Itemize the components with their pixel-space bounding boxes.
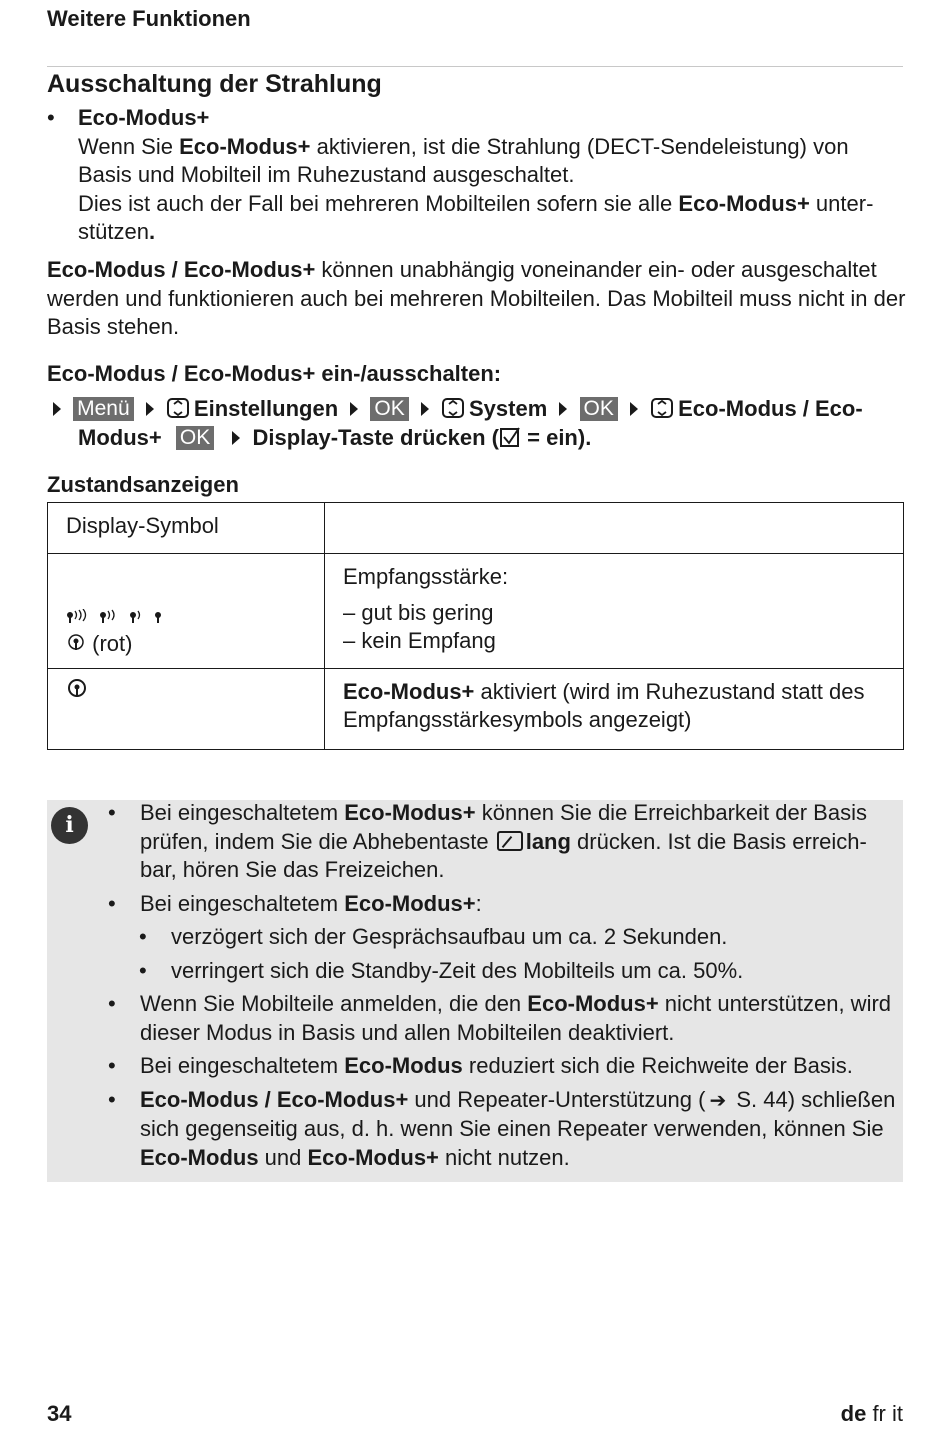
bullet-sentence-2: Dies ist auch der Fall bei mehreren Mobilteilen sofern sie alle Eco-Modus+ unter- stützen. xyxy=(78,190,874,244)
step-arrow-icon xyxy=(630,402,638,416)
table-header-row xyxy=(48,503,904,554)
menu-path xyxy=(47,395,917,453)
bullet-title: Eco-Modus+ xyxy=(78,105,210,130)
reception-none: – kein Empfang xyxy=(343,628,496,653)
status-table xyxy=(47,502,904,750)
table-row xyxy=(48,554,904,669)
display-key-result: = ein). xyxy=(521,425,592,450)
intro-paragraph: Eco-Modus / Eco-Modus+ können unabhängig voneinander ein- oder ausgeschaltet werden und funktionieren auch bei mehreren Mobilteilen. Das Mobilteil muss nicht in der Basis stehen. xyxy=(47,257,906,339)
signal-strength-icons xyxy=(66,604,306,630)
phone-key-icon xyxy=(497,831,523,851)
states-title: Zustandsanzeigen xyxy=(47,472,239,497)
no-reception-symbol xyxy=(66,630,306,659)
bullet-dot: • xyxy=(47,105,55,130)
info-icon: i xyxy=(51,807,88,844)
navigation-key-icon xyxy=(650,397,674,419)
list-item: • verringert sich die Standby-Zeit des Mobilteils um ca. 50%. xyxy=(139,957,744,983)
step-arrow-icon xyxy=(53,402,61,416)
reception-good: – gut bis gering xyxy=(343,599,494,625)
note-list xyxy=(108,799,903,1172)
bullet-sentence-1: Wenn Sie Eco-Modus+ aktivieren, ist die Strahlung (DECT-Sendeleistung) von Basis und Mobilteil im Ruhezustand ausgeschaltet. xyxy=(78,133,849,187)
checkbox-checked-icon xyxy=(499,426,521,448)
reception-heading: Empfangsstärke: xyxy=(343,564,509,589)
table-header-symbol: Display-Symbol xyxy=(48,503,325,554)
menu-key: Menü xyxy=(73,397,134,421)
eco-plus-description: Eco-Modus+ aktiviert (wird im Ruhezustand statt des Empfangsstärkesymbols angezeigt) xyxy=(325,668,904,749)
list-item: • Wenn Sie Mobilteile anmelden, die den Eco-Modus+ nicht unterstützen, wird dieser Modus in Basis und allen Mobilteilen deaktiviert. xyxy=(108,991,892,1045)
list-item: • Bei eingeschaltetem Eco-Modus+ können Sie die Erreichbarkeit der Basis prüfen, indem Sie die Abhebentaste lang drücken. Ist die Basis erreich-bar, hören Sie das Freizeichen. xyxy=(108,800,867,882)
step-arrow-icon xyxy=(350,402,358,416)
list-item: • verzögert sich der Gesprächsaufbau um ca. 2 Sekunden. xyxy=(139,924,728,949)
header-divider xyxy=(47,66,903,67)
menu-step-system: System xyxy=(469,396,548,421)
ok-key: OK xyxy=(370,397,408,421)
menu-step-eco: Eco-Modus / Eco- xyxy=(678,396,863,421)
page-reference-arrow-icon: ➔ xyxy=(709,1089,727,1112)
step-arrow-icon xyxy=(146,402,154,416)
table-row xyxy=(48,668,904,749)
list-item: • Bei eingeschaltetem Eco-Modus reduziert sich die Reichweite der Basis. xyxy=(108,1053,853,1078)
no-reception-color-label: (rot) xyxy=(92,631,133,656)
table-header-meaning xyxy=(325,503,904,554)
menu-step-eco-cont: Modus+ xyxy=(78,425,162,450)
list-item: • Eco-Modus / Eco-Modus+ und Repeater-Unterstützung ( ➔ S. 44) schließen sich gegenseitig aus, d. h. wenn Sie einen Repeater verwenden, können Sie Eco-Modus und Eco-Modus+ nicht nutzen. xyxy=(108,1086,896,1170)
no-signal-icon xyxy=(66,634,86,652)
ok-key: OK xyxy=(176,426,214,450)
eco-mode-icon xyxy=(66,678,88,700)
page-number: 34 xyxy=(47,1401,72,1426)
step-arrow-icon xyxy=(559,402,567,416)
display-key-step: Display-Taste drücken ( xyxy=(252,425,500,450)
step-arrow-icon xyxy=(232,431,240,445)
eco-plus-bullet xyxy=(47,104,907,247)
step-arrow-icon xyxy=(421,402,429,416)
running-header: Weitere Funktionen xyxy=(47,6,251,31)
language-indicator: de fr it xyxy=(840,1401,903,1426)
list-item: • Bei eingeschaltetem Eco-Modus+: xyxy=(108,890,482,916)
section-title: Ausschaltung der Strahlung xyxy=(47,70,382,98)
navigation-key-icon xyxy=(166,397,190,419)
howto-title: Eco-Modus / Eco-Modus+ ein-/ausschalten: xyxy=(47,361,502,386)
navigation-key-icon xyxy=(441,397,465,419)
signal-bars-icon xyxy=(66,609,176,625)
menu-step-settings: Einstellungen xyxy=(193,396,339,421)
ok-key: OK xyxy=(580,397,618,421)
